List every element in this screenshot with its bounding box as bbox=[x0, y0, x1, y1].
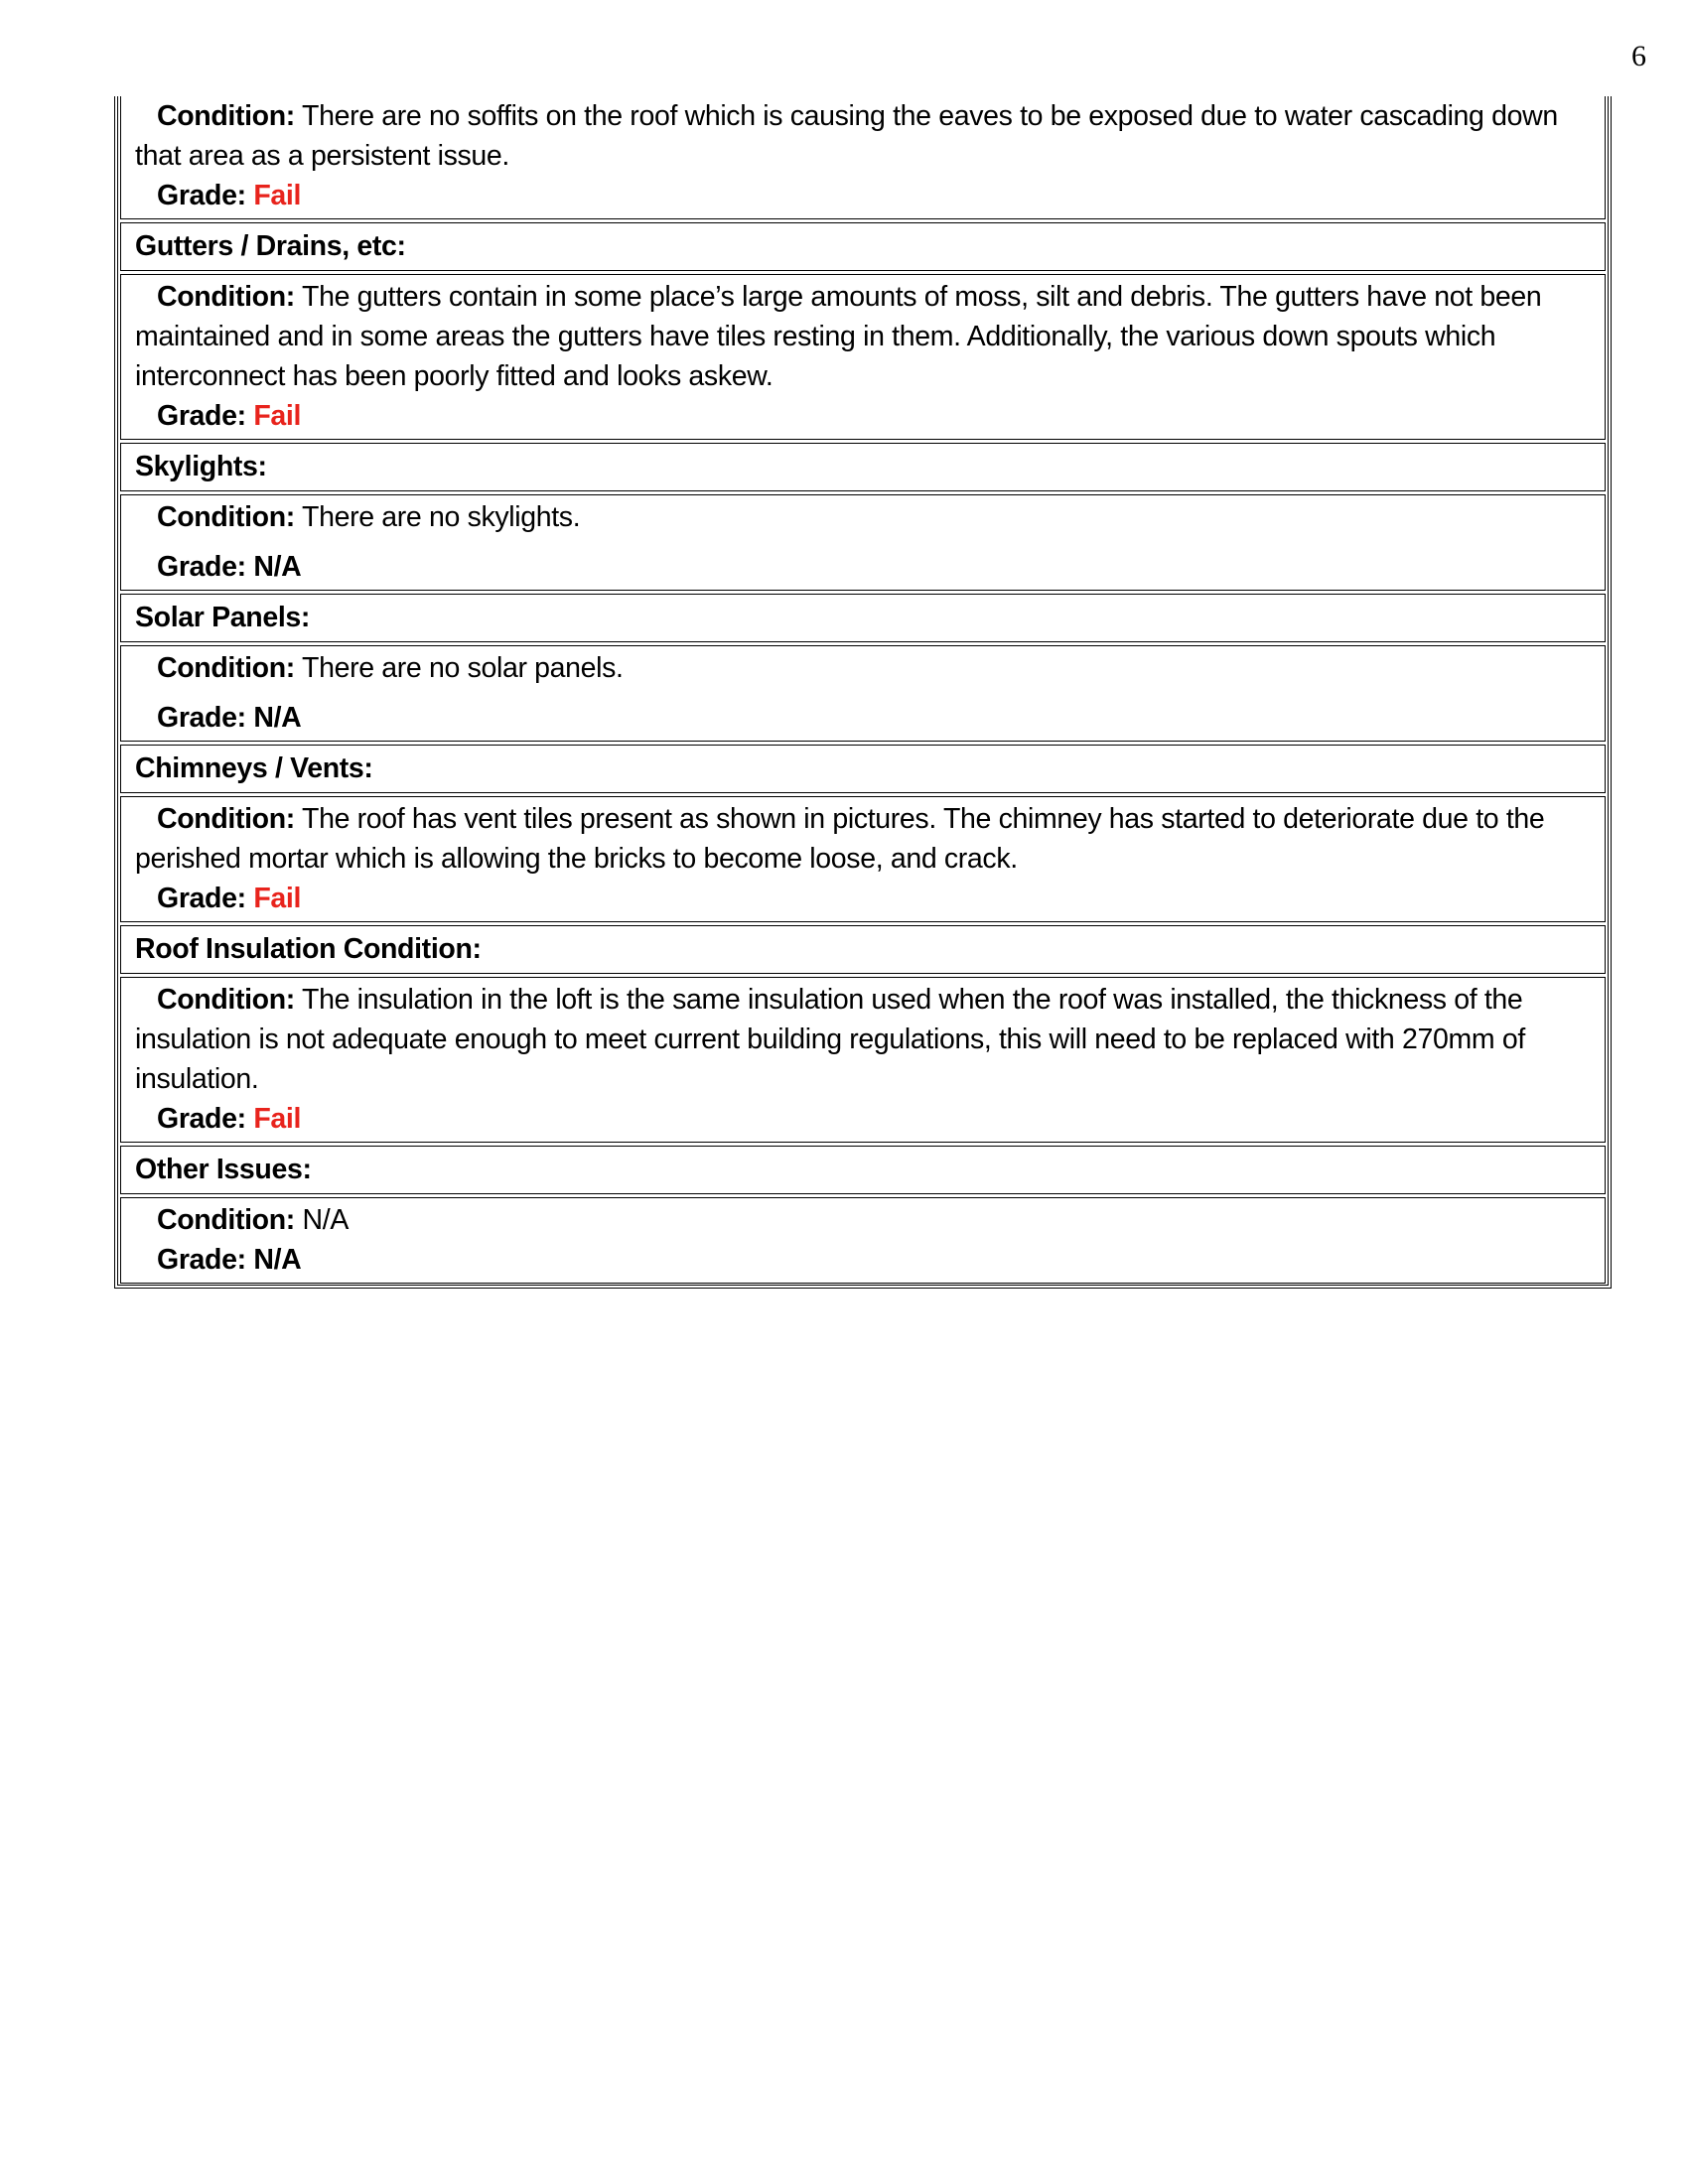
gutters-condition-cell bbox=[120, 274, 1606, 440]
condition-text: There are no soffits on the roof which is causing the eaves to be exposed due to water cascading down that area as a persistent issue. bbox=[135, 100, 1558, 172]
condition-text: N/A bbox=[302, 1204, 349, 1236]
skylights-condition-cell bbox=[120, 494, 1606, 591]
grade-value: N/A bbox=[253, 551, 302, 583]
soffits-condition-cell bbox=[120, 96, 1606, 219]
condition-label: Condition: bbox=[157, 1204, 295, 1236]
grade-label: Grade: bbox=[157, 180, 246, 211]
grade-label: Grade: bbox=[157, 1103, 246, 1135]
grade-label: Grade: bbox=[157, 702, 246, 734]
section-heading-other-issues: Other Issues: bbox=[120, 1146, 1606, 1194]
solar-panels-condition-cell bbox=[120, 645, 1606, 742]
section-heading-solar-panels: Solar Panels: bbox=[120, 594, 1606, 642]
section-heading-gutters: Gutters / Drains, etc: bbox=[120, 222, 1606, 271]
roof-insulation-condition-cell bbox=[120, 977, 1606, 1143]
inspection-table bbox=[114, 96, 1612, 1289]
chimneys-vents-condition-cell bbox=[120, 796, 1606, 922]
condition-label: Condition: bbox=[157, 100, 295, 132]
section-heading-roof-insulation: Roof Insulation Condition: bbox=[120, 925, 1606, 974]
condition-text: There are no skylights. bbox=[302, 501, 581, 533]
page-number: 6 bbox=[1631, 40, 1646, 72]
grade-value: N/A bbox=[253, 1244, 302, 1276]
grade-value: Fail bbox=[253, 400, 302, 432]
grade-value: Fail bbox=[253, 883, 302, 914]
condition-label: Condition: bbox=[157, 501, 295, 533]
condition-label: Condition: bbox=[157, 281, 295, 313]
grade-value: N/A bbox=[253, 702, 302, 734]
grade-value: Fail bbox=[253, 180, 302, 211]
condition-label: Condition: bbox=[157, 652, 295, 684]
grade-label: Grade: bbox=[157, 1244, 246, 1276]
section-heading-chimneys-vents: Chimneys / Vents: bbox=[120, 745, 1606, 793]
grade-value: Fail bbox=[253, 1103, 302, 1135]
grade-label: Grade: bbox=[157, 551, 246, 583]
condition-label: Condition: bbox=[157, 803, 295, 835]
condition-label: Condition: bbox=[157, 984, 295, 1016]
condition-text: The gutters contain in some place’s large amounts of moss, silt and debris. The gutters have not been maintained and in some areas the gutters have tiles resting in them. Additionally, the various down spouts which interconnect has been poorly fitted and looks askew. bbox=[135, 281, 1542, 392]
other-issues-condition-cell bbox=[120, 1197, 1606, 1284]
condition-text: The insulation in the loft is the same insulation used when the roof was installed, the thickness of the insulation is not adequate enough to meet current building regulations, this will need to be replaced with 270mm of insulation. bbox=[135, 984, 1525, 1095]
condition-text: The roof has vent tiles present as shown in pictures. The chimney has started to deteriorate due to the perished mortar which is allowing the bricks to become loose, and crack. bbox=[135, 803, 1545, 875]
grade-label: Grade: bbox=[157, 883, 246, 914]
condition-text: There are no solar panels. bbox=[302, 652, 624, 684]
section-heading-skylights: Skylights: bbox=[120, 443, 1606, 491]
grade-label: Grade: bbox=[157, 400, 246, 432]
